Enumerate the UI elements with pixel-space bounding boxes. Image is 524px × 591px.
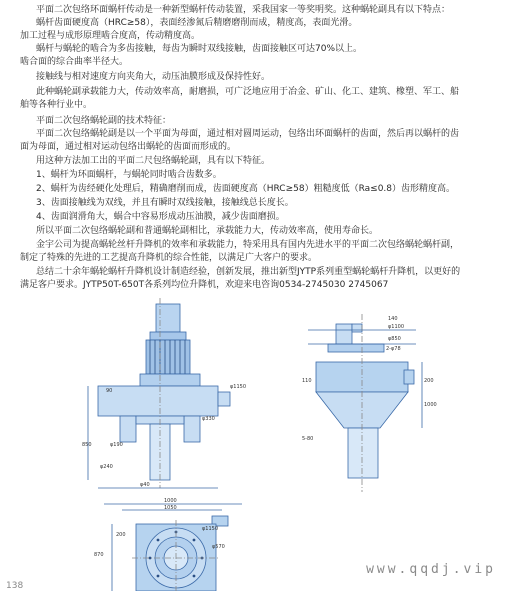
side-view-drawing xyxy=(298,310,438,500)
paragraph-2: 蜗杆齿面硬度高（HRC≥58），表面经渗氮后精磨磨削而成，精度高，表面光滑。 xyxy=(36,18,358,28)
front-label-2: φ330 xyxy=(202,416,215,422)
paragraph-9: 平面二次包络蜗轮副的技术特征： xyxy=(36,116,172,126)
side-label-6: 1000 xyxy=(424,402,437,408)
paragraph-4: 蜗杆与蜗轮的啮合为多齿接触，每齿为瞬时双线接触，齿面接触区可达70%以上。 xyxy=(36,44,363,54)
front-label-3: 850 xyxy=(82,442,92,448)
page-number: 138 xyxy=(6,581,24,591)
paragraph-5: 啮合面的综合曲率半径大。 xyxy=(20,57,129,67)
side-label-5: 200 xyxy=(424,378,434,384)
top-label-3: φ1150 xyxy=(202,526,219,532)
watermark-text: www.qqdj.vip xyxy=(366,562,496,577)
paragraph-13: 1、蜗杆为环面蜗杆，与蜗轮同时啮合齿数多。 xyxy=(36,170,222,180)
side-label-4: 2-φ78 xyxy=(386,346,401,352)
top-view-drawing xyxy=(92,496,252,591)
side-label-1: 140 xyxy=(388,316,398,322)
paragraph-1: 平面二次包络环面蜗杆传动是一种新型蜗杆传动装置，采我国家一等奖明奖。这种蜗轮副具有以下特点： xyxy=(36,5,451,15)
top-label-1: 1000 xyxy=(164,498,177,504)
front-view-drawing xyxy=(80,296,260,496)
top-label-4: 870 xyxy=(94,552,104,558)
front-label-6: φ240 xyxy=(100,464,113,470)
top-label-6: 200 xyxy=(116,532,126,538)
paragraph-3: 加工过程与成形原理啮合度高，传动精度高。 xyxy=(20,31,201,41)
side-label-3: φ850 xyxy=(388,336,401,342)
paragraph-21: 满足客户要求。JYTP50T-650T各系列均位升降机，欢迎来电咨询0534-2745030 2745067 xyxy=(20,280,389,290)
front-label-1: φ1150 xyxy=(230,384,247,390)
paragraph-19: 制定了特殊的先进的工艺提高升降机的综合性能，以满足广大客户的要求。 xyxy=(20,253,318,263)
paragraph-6: 接触线与相对速度方向夹角大，动压油膜形成及保持性好。 xyxy=(36,72,271,82)
side-label-8: 5-80 xyxy=(302,436,314,442)
front-label-5: φ190 xyxy=(110,442,123,448)
paragraph-11: 面为母面，通过相对运动包络出蜗轮的齿面而形成的。 xyxy=(20,142,237,152)
paragraph-14: 2、蜗杆为齿经硬化处理后，精确磨削而成，齿面硬度高（HRC≥58）粗糙度低（Ra≤0.8）齿形精度高。 xyxy=(36,184,456,194)
side-label-7: 110 xyxy=(302,378,312,384)
paragraph-15: 3、齿面接触线为双线，并且有瞬时双线接触，接触线总长度长。 xyxy=(36,198,294,208)
paragraph-18: 金宇公司为提高蜗轮丝杆升降机的效率和承载能力，特采用具有国内先进水平的平面二次包络蜗轮蜗杆副， xyxy=(36,240,460,250)
side-label-2: φ1100 xyxy=(388,324,405,330)
paragraph-16: 4、齿面润滑角大，蜗合中容易形成动压油膜，减少齿面磨损。 xyxy=(36,212,285,222)
front-label-4: 90 xyxy=(106,388,113,394)
paragraph-10: 平面二次包络蜗轮副是以一个平面为母面，通过相对圆周运动，包络出环面蜗杆的齿面，然后再以蜗杆的齿 xyxy=(36,129,460,139)
paragraph-8: 舶等各种行业中。 xyxy=(20,100,93,110)
paragraph-12: 用这种方法加工出的平面二尺包络蜗轮副，具有以下特征。 xyxy=(36,156,271,166)
top-label-2: 1050 xyxy=(164,505,177,511)
paragraph-7: 此种蜗轮副承载能力大，传动效率高，耐磨损，可广泛地应用于冶金、矿山、化工、建筑、橡塑、军工、船 xyxy=(36,87,460,97)
paragraph-20: 总结二十余年蜗轮蜗杆升降机设计制造经验，创新发展，推出新型JYTP系列重型蜗轮蜗杆升降机，以更好的 xyxy=(36,267,461,277)
top-label-5: φ570 xyxy=(212,544,225,550)
paragraph-17: 所以平面二次包络蜗轮副和普通蜗轮副相比，承载能力大，传动效率高，使用寿命长。 xyxy=(36,226,379,236)
front-label-7: φ40 xyxy=(140,482,150,488)
